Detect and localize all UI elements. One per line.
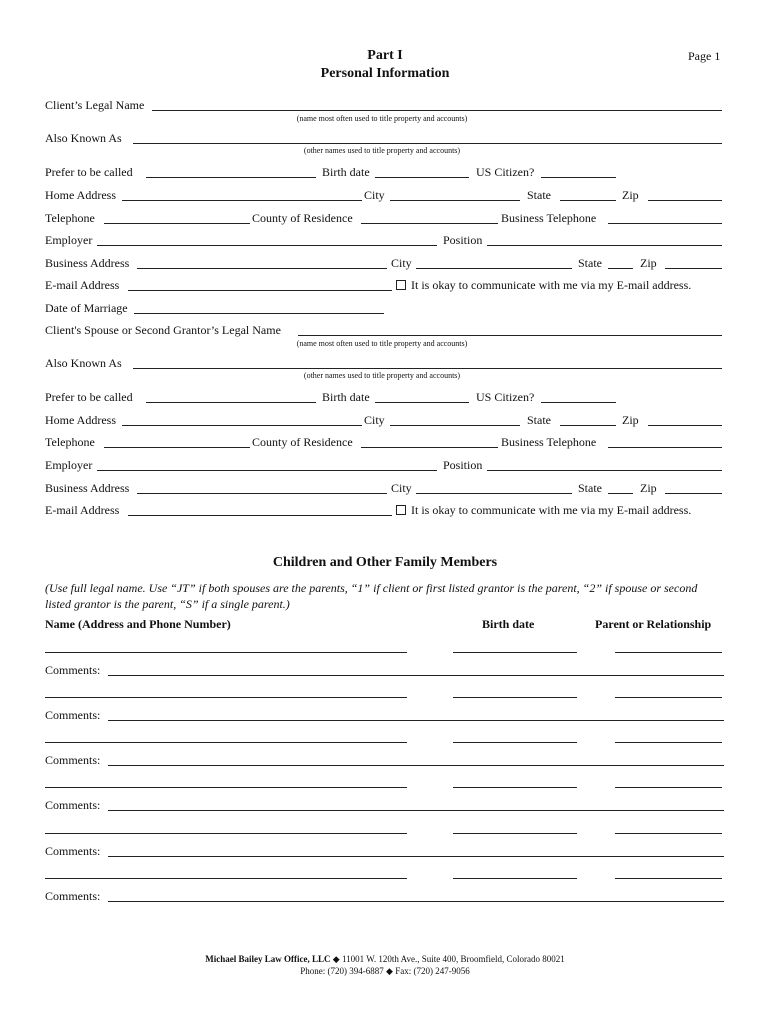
client-prefer-label: Prefer to be called (45, 165, 133, 179)
spouse-aka-field[interactable] (133, 368, 722, 369)
col-parent-header: Parent or Relationship (595, 617, 712, 631)
client-birth-field[interactable] (375, 177, 469, 178)
child-name-field[interactable] (45, 697, 407, 698)
client-bizstate-field[interactable] (608, 268, 633, 269)
spouse-employer-field[interactable] (97, 470, 437, 471)
spouse-prefer-label: Prefer to be called (45, 390, 133, 404)
client-city-label: City (364, 188, 385, 202)
comments-label: Comments: (45, 708, 101, 722)
client-bizphone-label: Business Telephone (501, 211, 597, 225)
spouse-citizen-field[interactable] (541, 402, 616, 403)
child-birth-field[interactable] (453, 833, 577, 834)
footer-phone: Phone: (720) 394-6887 (300, 966, 384, 976)
client-email-field[interactable] (128, 290, 392, 291)
client-position-label: Position (443, 233, 483, 247)
spouse-citizen-label: US Citizen? (476, 390, 535, 404)
child-parent-field[interactable] (615, 878, 722, 879)
spouse-city-label: City (364, 413, 385, 427)
spouse-legal-name-field[interactable] (298, 335, 722, 336)
page-number: Page 1 (688, 49, 721, 63)
spouse-bizphone-label: Business Telephone (501, 435, 597, 449)
spouse-prefer-field[interactable] (146, 402, 316, 403)
client-phone-field[interactable] (104, 223, 250, 224)
client-home-label: Home Address (45, 188, 116, 202)
part-title: Part I (367, 48, 403, 63)
comments-label: Comments: (45, 753, 101, 767)
spouse-bizcity-label: City (391, 481, 412, 495)
client-home-field[interactable] (122, 200, 362, 201)
client-legal-name-label: Client’s Legal Name (45, 98, 145, 112)
comments-label: Comments: (45, 844, 101, 858)
spouse-bizzip-field[interactable] (665, 493, 722, 494)
child-name-field[interactable] (45, 787, 407, 788)
client-bizaddr-label: Business Address (45, 256, 130, 270)
spouse-email-consent-label: It is okay to communicate with me via my E-mail address. (411, 503, 692, 517)
client-employer-label: Employer (45, 233, 93, 247)
spouse-zip-field[interactable] (648, 425, 722, 426)
comments-label: Comments: (45, 663, 101, 677)
child-parent-field[interactable] (615, 833, 722, 834)
client-legal-name-field[interactable] (152, 110, 722, 111)
comments-field[interactable] (108, 901, 724, 902)
client-prefer-field[interactable] (146, 177, 316, 178)
spouse-birth-field[interactable] (375, 402, 469, 403)
client-bizphone-field[interactable] (608, 223, 722, 224)
child-parent-field[interactable] (615, 652, 722, 653)
spouse-bizphone-field[interactable] (608, 447, 722, 448)
client-citizen-field[interactable] (541, 177, 616, 178)
spouse-home-label: Home Address (45, 413, 116, 427)
client-county-label: County of Residence (252, 211, 353, 225)
spouse-phone-label: Telephone (45, 435, 95, 449)
col-birth-header: Birth date (482, 617, 535, 631)
client-city-field[interactable] (390, 200, 520, 201)
child-name-field[interactable] (45, 652, 407, 653)
client-state-field[interactable] (560, 200, 616, 201)
client-aka-note: (other names used to title property and accounts) (303, 146, 461, 155)
client-state-label: State (527, 188, 551, 202)
footer-line-1 (0, 954, 770, 965)
child-birth-field[interactable] (453, 697, 577, 698)
spouse-bizstate-field[interactable] (608, 493, 633, 494)
client-birth-label: Birth date (322, 165, 370, 179)
spouse-bizstate-label: State (578, 481, 602, 495)
comments-field[interactable] (108, 720, 724, 721)
spouse-aka-note: (other names used to title property and accounts) (303, 371, 461, 380)
children-instructions: (Use full legal name. Use “JT” if both spouses are the parents, “1” if client or first listed grantor is the parent, “2” if spouse or second listed grantor is the parent, “S” if a single parent.) (45, 581, 698, 611)
spouse-state-field[interactable] (560, 425, 616, 426)
spouse-bizaddr-label: Business Address (45, 481, 130, 495)
child-parent-field[interactable] (615, 697, 722, 698)
client-bizzip-label: Zip (640, 256, 657, 270)
child-name-field[interactable] (45, 833, 407, 834)
child-birth-field[interactable] (453, 742, 577, 743)
client-county-field[interactable] (361, 223, 498, 224)
client-marriage-field[interactable] (134, 313, 384, 314)
checkbox-icon[interactable] (396, 280, 406, 290)
footer-line-2 (0, 966, 770, 977)
child-name-field[interactable] (45, 878, 407, 879)
comments-label: Comments: (45, 889, 101, 903)
client-marriage-label: Date of Marriage (45, 301, 128, 315)
footer-firm: Michael Bailey Law Office, LLC (205, 954, 331, 964)
spouse-bizcity-field[interactable] (416, 493, 572, 494)
children-title: Children and Other Family Members (272, 555, 498, 570)
spouse-bizaddr-field[interactable] (137, 493, 387, 494)
comments-field[interactable] (108, 810, 724, 811)
checkbox-icon[interactable] (396, 505, 406, 515)
diamond-icon: ◆ (386, 966, 393, 976)
spouse-aka-label: Also Known As (45, 356, 122, 370)
child-birth-field[interactable] (453, 787, 577, 788)
client-zip-label: Zip (622, 188, 639, 202)
spouse-home-field[interactable] (122, 425, 362, 426)
client-aka-field[interactable] (133, 143, 722, 144)
spouse-email-label: E-mail Address (45, 503, 120, 517)
child-parent-field[interactable] (615, 742, 722, 743)
client-bizcity-field[interactable] (416, 268, 572, 269)
client-bizzip-field[interactable] (665, 268, 722, 269)
spouse-position-label: Position (443, 458, 483, 472)
client-email-consent-label: It is okay to communicate with me via my E-mail address. (411, 278, 692, 292)
diamond-icon: ◆ (332, 954, 340, 964)
spouse-legal-name-note: (name most often used to title property and accounts) (296, 339, 468, 348)
comments-field[interactable] (108, 675, 724, 676)
spouse-email-field[interactable] (128, 515, 392, 516)
client-citizen-label: US Citizen? (476, 165, 535, 179)
footer-fax: Fax: (720) 247-9056 (395, 966, 470, 976)
child-name-field[interactable] (45, 742, 407, 743)
client-legal-name-note: (name most often used to title property and accounts) (296, 114, 468, 123)
spouse-phone-field[interactable] (104, 447, 250, 448)
child-birth-field[interactable] (453, 652, 577, 653)
comments-field[interactable] (108, 856, 724, 857)
col-name-header: Name (Address and Phone Number) (45, 617, 231, 631)
spouse-county-field[interactable] (361, 447, 498, 448)
client-employer-field[interactable] (97, 245, 437, 246)
client-aka-label: Also Known As (45, 131, 122, 145)
spouse-legal-name-label: Client's Spouse or Second Grantor’s Legal Name (45, 323, 281, 337)
client-email-label: E-mail Address (45, 278, 120, 292)
client-bizstate-label: State (578, 256, 602, 270)
client-bizaddr-field[interactable] (137, 268, 387, 269)
client-bizcity-label: City (391, 256, 412, 270)
spouse-employer-label: Employer (45, 458, 93, 472)
comments-field[interactable] (108, 765, 724, 766)
spouse-position-field[interactable] (487, 470, 722, 471)
spouse-bizzip-label: Zip (640, 481, 657, 495)
client-phone-label: Telephone (45, 211, 95, 225)
child-parent-field[interactable] (615, 787, 722, 788)
spouse-zip-label: Zip (622, 413, 639, 427)
client-email-consent[interactable] (396, 278, 691, 293)
child-birth-field[interactable] (453, 878, 577, 879)
client-position-field[interactable] (487, 245, 722, 246)
spouse-state-label: State (527, 413, 551, 427)
spouse-city-field[interactable] (390, 425, 520, 426)
comments-label: Comments: (45, 798, 101, 812)
footer-address: 11001 W. 120th Ave., Suite 400, Broomfield, Colorado 80021 (341, 954, 565, 964)
spouse-county-label: County of Residence (252, 435, 353, 449)
section-title: Personal Information (320, 66, 450, 81)
client-zip-field[interactable] (648, 200, 722, 201)
spouse-birth-label: Birth date (322, 390, 370, 404)
spouse-email-consent[interactable] (396, 503, 691, 518)
